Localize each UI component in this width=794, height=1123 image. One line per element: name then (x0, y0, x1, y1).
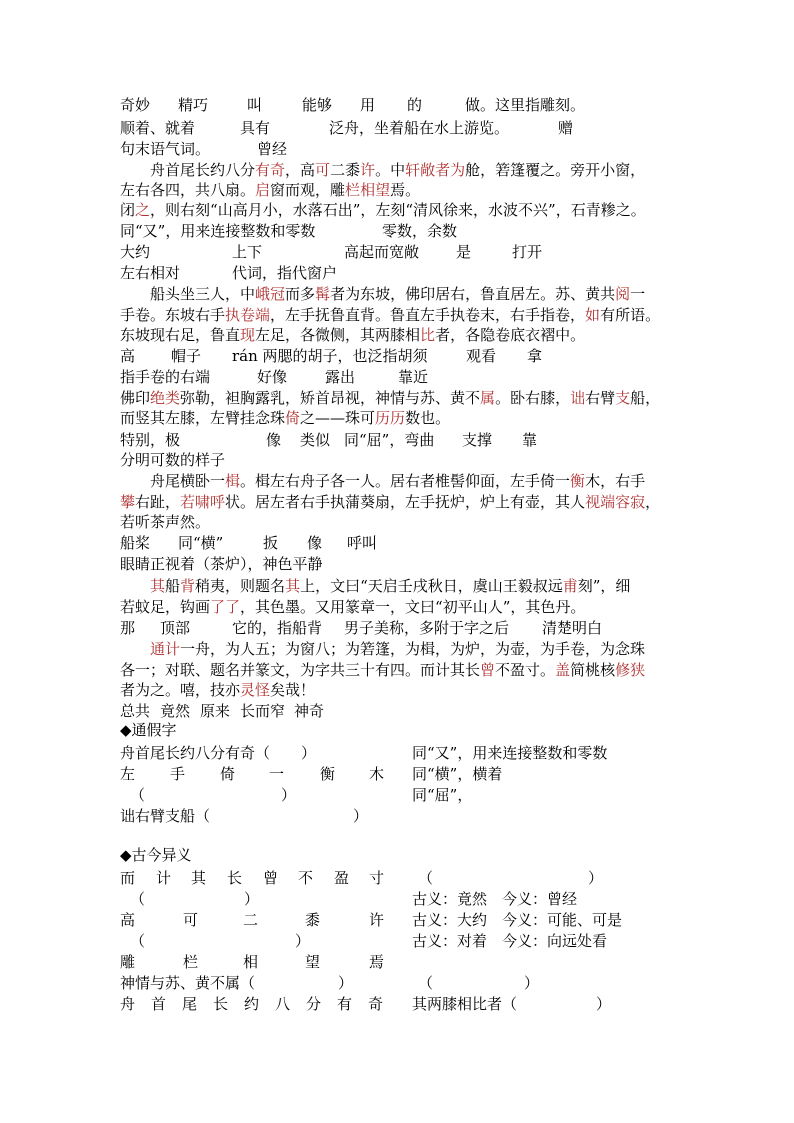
gloss-word: 零数，余数 (382, 222, 458, 240)
exercise-text: 舟首尾长约八分有奇（ (120, 744, 271, 762)
exercise-char: 尾 (182, 995, 198, 1013)
keyword: 了了 (210, 598, 241, 616)
exercise-char: 其 (191, 869, 207, 887)
text-line (150, 472, 645, 490)
text-run: 一舟，为人五；为窗八；为箬篷，为楫，为炉，为壶，为手卷，为念珠 (180, 640, 646, 658)
keyword: 峨冠 (255, 285, 286, 303)
text-line (150, 577, 630, 595)
text-run: 焉。 (390, 181, 421, 199)
text-run: 简桃核 (570, 661, 616, 679)
gloss-word: 神奇 (294, 702, 325, 720)
text-run: 有所语。 (600, 306, 661, 324)
keyword: 攀 (120, 493, 136, 511)
gloss-word: 支撑 (462, 431, 493, 449)
text-run: 二黍 (330, 161, 361, 179)
text-run: 上，文曰“天启壬戌秋日，虞山王毅叔远 (300, 577, 563, 595)
text-run: 不盈寸。 (495, 661, 556, 679)
keyword: 阅 (615, 285, 631, 303)
gloss-word: 赠 (558, 119, 574, 137)
keyword: 髯 (315, 285, 331, 303)
exercise-text: ） (588, 869, 604, 887)
text-run: 东坡现右足，鲁直 (120, 326, 241, 344)
gloss-word: 特别，极 (120, 431, 181, 449)
text-run: ， (645, 493, 661, 511)
text-run: 刻”，细 (577, 577, 631, 595)
answer-text: 古义：对着 今义：向远处看 (412, 932, 608, 950)
text-run: 稍夷，则题名 (195, 577, 286, 595)
text-run: 右臂 (585, 389, 616, 407)
keyword: 视端容寂 (585, 493, 646, 511)
exercise-text: 诎右臂支船（ (120, 807, 211, 825)
text-run: 者，各隐卷底衣褶中。 (435, 326, 586, 344)
gloss-word: 是 (456, 243, 472, 261)
text-run: 各一；对联、题名并篆文，为字共三十有四。而计其长 (120, 661, 481, 679)
text-line (120, 661, 645, 679)
gloss-word: 左右相对 (120, 264, 181, 282)
gloss-word: 具有 (240, 119, 271, 137)
keyword: 执卷端 (225, 306, 271, 324)
text-run: 舱，箬篷覆之。旁开小窗， (465, 161, 646, 179)
text-run: 而多 (285, 285, 316, 303)
text-run: 船 (165, 577, 181, 595)
gloss-word: 它的，指船背 (232, 619, 323, 637)
keyword: 曾 (480, 661, 496, 679)
gloss-word: 上下 (232, 243, 263, 261)
text-run: 手卷。东坡右手 (120, 306, 226, 324)
exercise-char: 手 (170, 765, 186, 783)
text-line (150, 161, 645, 179)
keyword: 轩敞者为 (405, 161, 466, 179)
text-run: 矣哉！ (270, 681, 316, 699)
keyword: 通计 (150, 640, 181, 658)
gloss-word: 清楚明白 (542, 619, 603, 637)
text-run: 状。居左者右手执蒲葵扇，左手抚炉，炉上有壶，其人 (225, 493, 586, 511)
text-line (120, 598, 585, 616)
exercise-char: 寸 (369, 869, 385, 887)
keyword: 若啸呼 (180, 493, 226, 511)
gloss-word: 句末语气词。 (120, 140, 211, 158)
exercise-char: 木 (369, 765, 385, 783)
exercise-text: ） (244, 890, 260, 908)
exercise-char: 雕 (120, 953, 136, 971)
text-run: ，左手抚鲁直背。鲁直左手执卷末，右手指卷， (270, 306, 586, 324)
keyword: 灵怪 (240, 681, 271, 699)
text-run: 者为之。嘻，技亦 (120, 681, 241, 699)
gloss-word: 代词，指代窗户 (232, 264, 338, 282)
gloss-word: 类似 (300, 431, 331, 449)
exercise-text: （ (418, 869, 434, 887)
text-run: 。楫左右舟子各一人。居右者椎髻仰面，左手倚一 (240, 472, 571, 490)
gloss-word: 总共 (120, 702, 151, 720)
gloss-word: 那 (120, 619, 136, 637)
exercise-text: （ (130, 786, 146, 804)
exercise-text: ） (281, 786, 297, 804)
keyword: 启 (255, 181, 271, 199)
gloss-word: 像 (266, 431, 282, 449)
exercise-text: ） (295, 932, 311, 950)
exercise-text: （ (130, 890, 146, 908)
keyword: 属 (480, 389, 496, 407)
text-run: 若听茶声然。 (120, 513, 211, 531)
exercise-char: 长 (213, 995, 229, 1013)
gloss-word: 帽子 (171, 347, 202, 365)
keyword: 倚 (285, 409, 301, 427)
text-run: 窗而观，雕 (270, 181, 346, 199)
exercise-char: 二 (243, 911, 259, 929)
text-run: 左足，各微侧，其两膝相 (255, 326, 421, 344)
gloss-word: 的 (407, 96, 423, 114)
text-line (120, 201, 646, 219)
gloss-word: 奇妙 (120, 96, 151, 114)
exercise-char: 可 (183, 911, 199, 929)
gloss-word: 竟然 (160, 702, 191, 720)
keyword: 有奇 (255, 161, 286, 179)
answer-text: 同“屈”， (412, 786, 473, 804)
exercise-text: ） (338, 974, 354, 992)
text-run: 一 (630, 285, 646, 303)
gloss-word: 靠近 (398, 368, 429, 386)
keyword: 其 (285, 577, 301, 595)
exercise-char: 盈 (334, 869, 350, 887)
text-line (120, 326, 585, 344)
text-run: 船， (630, 389, 661, 407)
exercise-text: （ (418, 974, 434, 992)
answer-text: 古义：大约 今义：可能、可是 (412, 911, 623, 929)
text-run: 弥勒，袒胸露乳，矫首昂视，神情与苏、黄不 (180, 389, 481, 407)
text-line (120, 181, 420, 199)
exercise-char: 长 (227, 869, 243, 887)
gloss-word: 精巧 (178, 96, 209, 114)
text-line (120, 513, 210, 531)
gloss-word: 男子美称，多附于字之后 (344, 619, 510, 637)
answer-text: 同“横”，横着 (412, 765, 503, 783)
text-line (120, 493, 660, 511)
text-line (120, 409, 450, 427)
keyword: 比 (420, 326, 436, 344)
gloss-word: 呼叫 (347, 534, 378, 552)
exercise-char: 首 (151, 995, 167, 1013)
exercise-char: 舟 (120, 995, 136, 1013)
keyword: 相望 (360, 181, 391, 199)
text-run: 之——珠可 (300, 409, 376, 427)
text-line (120, 389, 660, 407)
exercise-text: 其两膝相比者（ (412, 995, 518, 1013)
exercise-char: 不 (298, 869, 314, 887)
keyword: 盖 (555, 661, 571, 679)
exercise-char: 衡 (320, 765, 336, 783)
gloss-word: 能够 (302, 96, 333, 114)
section-heading-gujinyiyi: ◆古今异义 (120, 846, 192, 864)
text-run: 而竖其左膝，左臂挂念珠 (120, 409, 286, 427)
gloss-word: 指手卷的右端 (120, 368, 211, 386)
exercise-char: 有 (337, 995, 353, 1013)
gloss-word: 船桨 (120, 534, 151, 552)
keyword: 栏 (345, 181, 361, 199)
text-line (120, 306, 660, 324)
exercise-char: 栏 (183, 953, 199, 971)
exercise-char: 一 (269, 765, 285, 783)
exercise-text: ） (353, 807, 369, 825)
exercise-char: 而 (120, 869, 136, 887)
text-run: ，其色墨。又用篆章一，文曰“初平山人”，其色丹。 (240, 598, 586, 616)
gloss-word: 像 (307, 534, 323, 552)
gloss-word: 露出 (325, 368, 356, 386)
gloss-word: 长而窄 (240, 702, 286, 720)
text-run: 数也。 (405, 409, 451, 427)
text-run: 闭 (120, 201, 136, 219)
gloss-word: 观看 (466, 347, 497, 365)
text-run: 左右各四，共八扇。 (120, 181, 256, 199)
text-run: 木，右手 (585, 472, 646, 490)
gloss-word: 顶部 (160, 619, 191, 637)
exercise-char: 高 (120, 911, 136, 929)
gloss-word: 大约 (120, 243, 151, 261)
keyword: 绝类 (150, 389, 181, 407)
gloss-word: 顺着、就着 (120, 119, 196, 137)
exercise-char: 奇 (368, 995, 384, 1013)
gloss-word: 泛舟，坐着船在水上游览。 (329, 119, 510, 137)
exercise-text: ） (524, 974, 540, 992)
exercise-char: 八 (275, 995, 291, 1013)
answer-text: 古义：竟然 今义：曾经 (412, 890, 578, 908)
keyword: 楫 (225, 472, 241, 490)
gloss-word: 原来 (200, 702, 231, 720)
text-line (120, 681, 315, 699)
keyword: 如 (585, 306, 601, 324)
keyword: 其 (150, 577, 166, 595)
text-run: 。卧右膝， (495, 389, 571, 407)
gloss-word: 用 (360, 96, 376, 114)
exercise-text: 神情与苏、黄不属（ (120, 974, 256, 992)
keyword: 可 (315, 161, 331, 179)
exercise-char: 倚 (220, 765, 236, 783)
exercise-char: 分 (306, 995, 322, 1013)
section-heading-tongjiazi: ◆通假字 (120, 721, 177, 739)
gloss-word: 高 (120, 347, 136, 365)
gloss-word: 同“横” (178, 534, 224, 552)
answer-text: 同“又”，用来连接整数和零数 (412, 744, 608, 762)
text-run: 佛印 (120, 389, 151, 407)
text-run: 舟首尾长约八分 (150, 161, 256, 179)
keyword: 支 (615, 389, 631, 407)
exercise-text: （ (130, 932, 146, 950)
text-line (150, 640, 645, 658)
gloss-word: 好像 (257, 368, 288, 386)
text-run: 者为东坡，佛印居右，鲁直居左。苏、黄共 (330, 285, 616, 303)
gloss-word: 靠 (522, 431, 538, 449)
gloss-word: 分明可数的样子 (120, 451, 226, 469)
gloss-word: 打开 (512, 243, 543, 261)
text-run: ，高 (285, 161, 316, 179)
gloss-word: 高起而宽敞 (344, 243, 420, 261)
keyword: 历历 (375, 409, 406, 427)
keyword: 之 (135, 201, 151, 219)
keyword: 许 (360, 161, 376, 179)
exercise-char: 相 (243, 953, 259, 971)
exercise-char: 许 (369, 911, 385, 929)
exercise-char: 焉 (369, 953, 385, 971)
exercise-char: 曾 (263, 869, 279, 887)
keyword: 背 (180, 577, 196, 595)
exercise-text: ） (301, 744, 317, 762)
keyword: 衡 (570, 472, 586, 490)
gloss-word: rán 两腮的胡子，也泛指胡须 (232, 347, 428, 365)
gloss-word: 扳 (263, 534, 279, 552)
exercise-char: 计 (156, 869, 172, 887)
keyword: 甫 (562, 577, 578, 595)
keyword: 现 (240, 326, 256, 344)
gloss-word: 眼睛正视着（茶炉），神色平静 (120, 555, 323, 573)
gloss-word: 做。这里指雕刻。 (465, 96, 586, 114)
exercise-text: ） (596, 995, 612, 1013)
text-run: 若蚊足，钩画 (120, 598, 211, 616)
exercise-char: 黍 (305, 911, 321, 929)
gloss-word: 同“屈”，弯曲 (344, 431, 435, 449)
exercise-char: 约 (244, 995, 260, 1013)
exercise-char: 左 (120, 765, 136, 783)
text-line (150, 285, 645, 303)
text-run: 。中 (375, 161, 406, 179)
gloss-word: 叫 (247, 96, 263, 114)
gloss-word: 同“又”，用来连接整数和零数 (120, 222, 316, 240)
gloss-word: 曾经 (257, 140, 288, 158)
exercise-char: 望 (305, 953, 321, 971)
text-run: 舟尾横卧一 (150, 472, 226, 490)
text-run: ，则右刻“山高月小，水落石出”，左刻“清风徐来，水波不兴”，石青糁之。 (150, 201, 646, 219)
gloss-word: 拿 (527, 347, 543, 365)
keyword: 诎 (570, 389, 586, 407)
text-run: 船头坐三人，中 (150, 285, 256, 303)
keyword: 修狭 (615, 661, 646, 679)
text-run: 右趾， (135, 493, 181, 511)
